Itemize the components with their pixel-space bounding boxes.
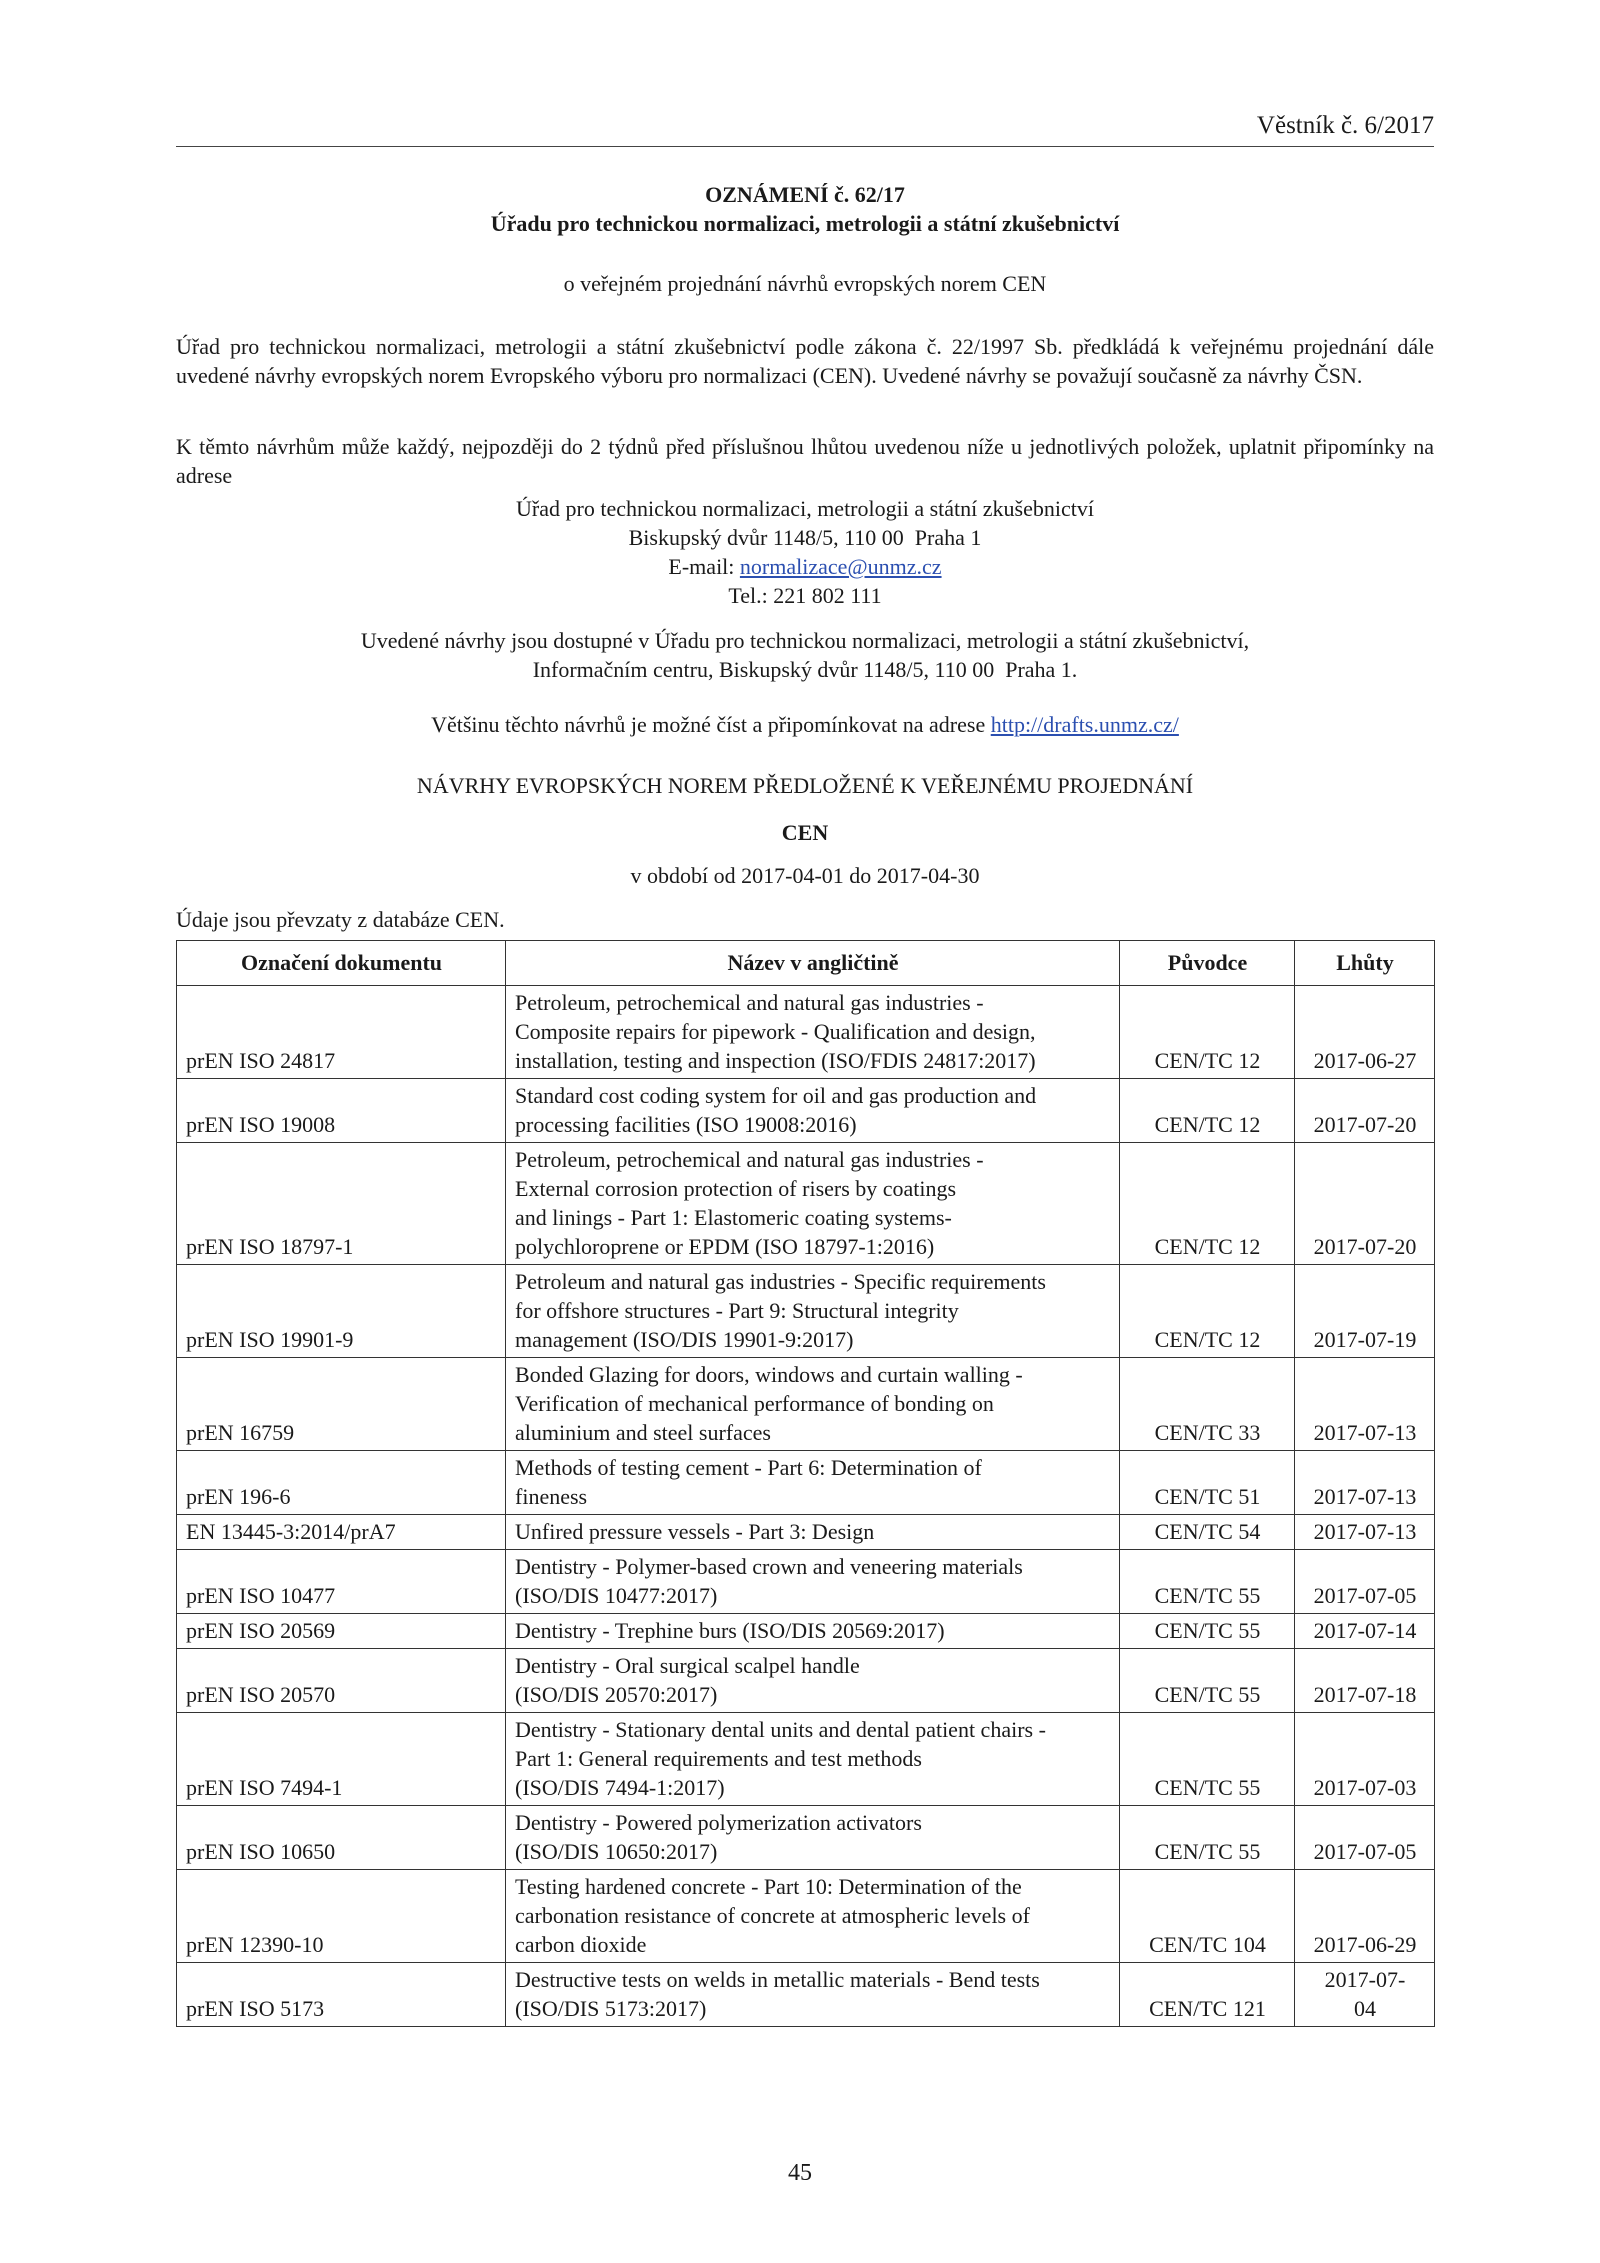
table-row (177, 1515, 1435, 1550)
title-line: (ISO/DIS 5173:2017) (515, 1996, 707, 2021)
deadline: 2017-06-27 (1295, 986, 1435, 1079)
organization-label: CEN (781, 820, 829, 845)
deadline: 2017-07-13 (1295, 1358, 1435, 1451)
english-title (506, 986, 1120, 1079)
originator: CEN/TC 55 (1120, 1713, 1295, 1806)
document-designation: prEN ISO 24817 (177, 986, 506, 1079)
title-line: and linings - Part 1: Elastomeric coating systems- (515, 1205, 952, 1230)
deadline: 2017-07-14 (1295, 1614, 1435, 1649)
english-title (506, 1515, 1120, 1550)
title-line: Bonded Glazing for doors, windows and curtain walling - (515, 1362, 1023, 1387)
title-line: External corrosion protection of risers by coatings (515, 1176, 957, 1201)
column-header-name: Název v angličtině (506, 941, 1120, 986)
originator: CEN/TC 121 (1120, 1963, 1295, 2027)
title-line: management (ISO/DIS 19901-9:2017) (515, 1327, 854, 1352)
table-row (177, 1451, 1435, 1515)
title-line: aluminium and steel surfaces (515, 1420, 771, 1445)
title-line: carbon dioxide (515, 1932, 647, 1957)
english-title (506, 1806, 1120, 1870)
english-title (506, 1550, 1120, 1614)
availability-line-1: Uvedené návrhy jsou dostupné v Úřadu pro technickou normalizaci, metrologii a státní zkušebnictví, (360, 628, 1250, 653)
english-title (506, 1265, 1120, 1358)
title-line: carbonation resistance of concrete at atmospheric levels of (515, 1903, 1030, 1928)
availability-line-2: Informačním centru, Biskupský dvůr 1148/5, 110 00 Praha 1. (532, 657, 1078, 682)
title-line: (ISO/DIS 7494-1:2017) (515, 1775, 725, 1800)
title-line: Methods of testing cement - Part 6: Determination of (515, 1455, 982, 1480)
english-title (506, 1451, 1120, 1515)
deadline: 2017-07-13 (1295, 1515, 1435, 1550)
title-line: Petroleum, petrochemical and natural gas industries - (515, 1147, 984, 1172)
title-line: (ISO/DIS 10650:2017) (515, 1839, 718, 1864)
title-line: Part 1: General requirements and test methods (515, 1746, 922, 1771)
email-label: E-mail: (668, 554, 740, 579)
source-note: Údaje jsou převzaty z databáze CEN. (176, 907, 505, 932)
email-link[interactable]: normalizace@unmz.cz (739, 554, 942, 579)
table-row (177, 1870, 1435, 1963)
table-row (177, 1806, 1435, 1870)
drafts-text: Většinu těchto návrhů je možné číst a připomínkovat na adrese (431, 712, 991, 737)
title-line: Standard cost coding system for oil and gas production and (515, 1083, 1037, 1108)
document-designation: prEN ISO 7494-1 (177, 1713, 506, 1806)
deadline: 2017-07-18 (1295, 1649, 1435, 1713)
table-row (177, 986, 1435, 1079)
issue-label: Věstník č. 6/2017 (1256, 112, 1434, 139)
table-row (177, 1265, 1435, 1358)
deadline: 2017-07-03 (1295, 1713, 1435, 1806)
title-line: Petroleum, petrochemical and natural gas industries - (515, 990, 984, 1015)
english-title (506, 1870, 1120, 1963)
english-title (506, 1079, 1120, 1143)
title-line: Petroleum and natural gas industries - Specific requirements (515, 1269, 1046, 1294)
document-designation: prEN 196-6 (177, 1451, 506, 1515)
availability-note (176, 626, 1434, 684)
comments-paragraph: K těmto návrhům může každý, nejpozději do 2 týdnů před příslušnou lhůtou uvedenou níže u jednotlivých položek, uplatnit připomínky na adrese (176, 434, 1434, 488)
originator: CEN/TC 104 (1120, 1870, 1295, 1963)
table-body (177, 986, 1435, 2027)
column-header-document: Označení dokumentu (177, 941, 506, 986)
address-phone: Tel.: 221 802 111 (728, 583, 882, 608)
deadline: 2017-07-20 (1295, 1143, 1435, 1265)
english-title (506, 1649, 1120, 1713)
deadline: 2017-07-05 (1295, 1806, 1435, 1870)
address-email-line (176, 552, 1434, 581)
title-line: polychloroprene or EPDM (ISO 18797-1:2016) (515, 1234, 935, 1259)
title-line: installation, testing and inspection (ISO/FDIS 24817:2017) (515, 1048, 1036, 1073)
originator: CEN/TC 33 (1120, 1358, 1295, 1451)
originator: CEN/TC 55 (1120, 1550, 1295, 1614)
title-line: Composite repairs for pipework - Qualification and design, (515, 1019, 1036, 1044)
deadline: 2017-07-19 (1295, 1265, 1435, 1358)
column-header-deadline: Lhůty (1295, 941, 1435, 986)
deadline: 2017-07-05 (1295, 1550, 1435, 1614)
table-row (177, 1550, 1435, 1614)
section-title: NÁVRHY EVROPSKÝCH NOREM PŘEDLOŽENÉ K VEŘEJNÉMU PROJEDNÁNÍ (416, 773, 1194, 798)
title-line: Dentistry - Trephine burs (ISO/DIS 20569:2017) (515, 1618, 945, 1643)
deadline-line: 2017-07- (1324, 1967, 1406, 1992)
document-designation: prEN ISO 20569 (177, 1614, 506, 1649)
title-line: (ISO/DIS 10477:2017) (515, 1583, 718, 1608)
originator: CEN/TC 12 (1120, 1265, 1295, 1358)
title-line: Destructive tests on welds in metallic materials - Bend tests (515, 1967, 1040, 1992)
address-street: Biskupský dvůr 1148/5, 110 00 Praha 1 (628, 525, 982, 550)
address-office: Úřad pro technickou normalizaci, metrologii a státní zkušebnictví (516, 496, 1094, 521)
deadline: 2017-07-13 (1295, 1451, 1435, 1515)
document-designation: prEN ISO 20570 (177, 1649, 506, 1713)
title-line: Unfired pressure vessels - Part 3: Design (515, 1519, 875, 1544)
document-designation: prEN ISO 19901-9 (177, 1265, 506, 1358)
table-header-row (177, 941, 1435, 986)
table-row (177, 1963, 1435, 2027)
deadline: 2017-07-20 (1295, 1079, 1435, 1143)
english-title (506, 1358, 1120, 1451)
title-line: for offshore structures - Part 9: Structural integrity (515, 1298, 959, 1323)
drafts-note (176, 712, 1434, 738)
title-line: Dentistry - Stationary dental units and dental patient chairs - (515, 1717, 1046, 1742)
originator: CEN/TC 54 (1120, 1515, 1295, 1550)
table-row (177, 1358, 1435, 1451)
table-row (177, 1143, 1435, 1265)
column-header-origin: Původce (1120, 941, 1295, 986)
title-line: Testing hardened concrete - Part 10: Determination of the (515, 1874, 1022, 1899)
notice-office: Úřadu pro technickou normalizaci, metrologii a státní zkušebnictví (490, 211, 1120, 236)
title-line: processing facilities (ISO 19008:2016) (515, 1112, 857, 1137)
table-row (177, 1079, 1435, 1143)
norms-table (176, 940, 1435, 2027)
title-line: fineness (515, 1484, 588, 1509)
english-title (506, 1143, 1120, 1265)
english-title (506, 1614, 1120, 1649)
period-label: v období od 2017-04-01 do 2017-04-30 (630, 863, 980, 888)
document-designation: prEN ISO 5173 (177, 1963, 506, 2027)
english-title (506, 1713, 1120, 1806)
address-block (176, 494, 1434, 610)
document-designation: prEN ISO 10477 (177, 1550, 506, 1614)
table-row (177, 1614, 1435, 1649)
document-designation: prEN ISO 18797-1 (177, 1143, 506, 1265)
originator: CEN/TC 12 (1120, 1079, 1295, 1143)
originator: CEN/TC 51 (1120, 1451, 1295, 1515)
deadline: 2017-06-29 (1295, 1870, 1435, 1963)
originator: CEN/TC 55 (1120, 1806, 1295, 1870)
page-header (176, 112, 1434, 147)
originator: CEN/TC 12 (1120, 1143, 1295, 1265)
table-row (177, 1649, 1435, 1713)
drafts-link[interactable]: http://drafts.unmz.cz/ (990, 712, 1179, 737)
document-designation: prEN 12390-10 (177, 1870, 506, 1963)
title-line: Dentistry - Oral surgical scalpel handle (515, 1653, 860, 1678)
originator: CEN/TC 12 (1120, 986, 1295, 1079)
document-designation: prEN 16759 (177, 1358, 506, 1451)
deadline-line: 04 (1354, 1996, 1376, 2021)
title-line: Dentistry - Polymer-based crown and veneering materials (515, 1554, 1023, 1579)
deadline (1295, 1963, 1435, 2027)
english-title (506, 1963, 1120, 2027)
document-designation: prEN ISO 19008 (177, 1079, 506, 1143)
originator: CEN/TC 55 (1120, 1649, 1295, 1713)
title-line: Verification of mechanical performance of bonding on (515, 1391, 994, 1416)
originator: CEN/TC 55 (1120, 1614, 1295, 1649)
document-designation: prEN ISO 10650 (177, 1806, 506, 1870)
notice-number: OZNÁMENÍ č. 62/17 (705, 182, 905, 207)
document-designation: EN 13445-3:2014/prA7 (177, 1515, 506, 1550)
page-number: 45 (788, 2160, 812, 2186)
title-line: (ISO/DIS 20570:2017) (515, 1682, 718, 1707)
notice-subject: o veřejném projednání návrhů evropských norem CEN (563, 271, 1047, 296)
intro-paragraph: Úřad pro technickou normalizaci, metrologii a státní zkušebnictví podle zákona č. 22/1997 Sb. předkládá k veřejnému projednání dále uvedené návrhy evropských norem Evropského výboru pro normalizaci (CEN). Uvedené návrhy se považují současně za návrhy ČSN. (176, 334, 1434, 388)
title-line: Dentistry - Powered polymerization activators (515, 1810, 922, 1835)
table-row (177, 1713, 1435, 1806)
